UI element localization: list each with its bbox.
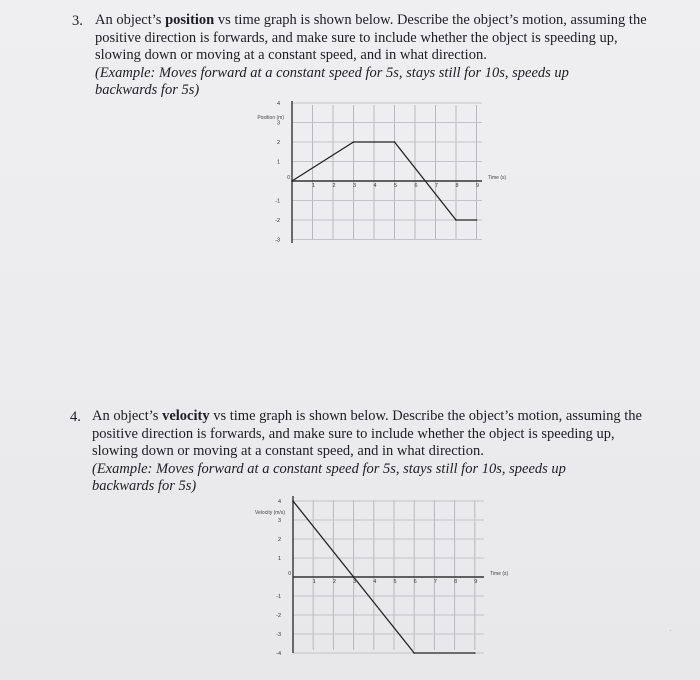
y-tick-label: 3: [277, 518, 281, 524]
y-tick-label: 1: [276, 159, 280, 166]
text-part: vs time graph is shown below. Describe the object’s motion, assuming the positive direction is forwards, and make sure to include whether the object is speeding up, slowing down or moving at a constant speed, and in what direction.: [92, 408, 642, 459]
x-tick-label: 9: [474, 579, 478, 585]
x-tick-label: 2: [332, 579, 336, 585]
y-tick-label: -4: [276, 651, 281, 657]
data-point: [474, 652, 476, 654]
origin-label: 0: [287, 175, 290, 181]
velocity-time-graph: [230, 490, 530, 665]
y-tick-label: 4: [276, 101, 280, 107]
question-text: [95, 12, 655, 100]
data-point: [292, 500, 294, 502]
y-axis-label: Position (m): [257, 115, 284, 121]
y-tick-label: 4: [277, 499, 281, 505]
x-tick-label: 3: [352, 183, 357, 189]
question-number: 4.: [70, 409, 81, 425]
text-part: An object’s: [92, 408, 163, 424]
data-point: [353, 141, 355, 143]
origin-label: 0: [288, 571, 291, 577]
x-tick-label: 2: [332, 183, 336, 189]
x-axis-label: Time (s): [490, 571, 509, 577]
y-tick-label: 2: [277, 537, 281, 543]
y-tick-label: -3: [276, 632, 281, 638]
data-point: [291, 180, 293, 182]
x-tick-label: 5: [393, 183, 398, 189]
example-text: (Example: Moves forward at a constant speed for 5s, stays still for 10s, speeds up backwards for 5s): [92, 460, 566, 494]
x-tick-label: 7: [433, 579, 437, 585]
y-tick-label: -3: [275, 237, 280, 244]
x-axis-label: Time (s): [488, 175, 507, 181]
y-tick-label: -1: [275, 198, 280, 205]
data-point: [476, 219, 478, 221]
y-tick-label: 2: [276, 140, 280, 146]
y-tick-label: -1: [276, 594, 281, 600]
x-tick-label: 6: [413, 579, 417, 585]
bold-keyword: position: [165, 12, 215, 28]
y-axis-label: Velocity (m/s): [254, 510, 285, 516]
example-text: (Example: Moves forward at a constant speed for 5s, stays still for 10s, speeds up backwards for 5s): [95, 64, 569, 98]
data-point: [394, 141, 396, 143]
x-tick-label: 1: [311, 183, 316, 189]
x-tick-label: 7: [434, 183, 439, 189]
x-tick-label: 8: [454, 579, 458, 585]
x-tick-label: 3: [353, 579, 357, 585]
data-point: [455, 219, 457, 221]
question-number: 3.: [72, 13, 83, 29]
y-tick-label: 3: [276, 120, 280, 127]
x-tick-label: 8: [455, 183, 459, 189]
x-tick-label: 1: [312, 579, 316, 585]
page-mark: ·: [669, 625, 673, 636]
bold-keyword: velocity: [162, 408, 210, 424]
x-tick-label: 6: [414, 183, 418, 189]
y-tick-label: -2: [276, 613, 281, 619]
y-tick-label: -2: [275, 218, 280, 224]
x-tick-label: 4: [373, 183, 377, 189]
question-text: [92, 408, 652, 496]
x-tick-label: 4: [373, 579, 377, 585]
x-tick-label: 9: [475, 183, 480, 189]
data-point: [413, 652, 415, 654]
text-part: An object’s: [95, 12, 166, 28]
text-part: vs time graph is shown below. Describe the object’s motion, assuming the positive direction is forwards, and make sure to include whether the object is speeding up, slowing down or moving at a constant speed, and in what direction.: [95, 12, 647, 63]
y-tick-label: 1: [277, 556, 281, 562]
x-tick-label: 5: [393, 579, 397, 585]
position-time-graph: [230, 95, 530, 255]
